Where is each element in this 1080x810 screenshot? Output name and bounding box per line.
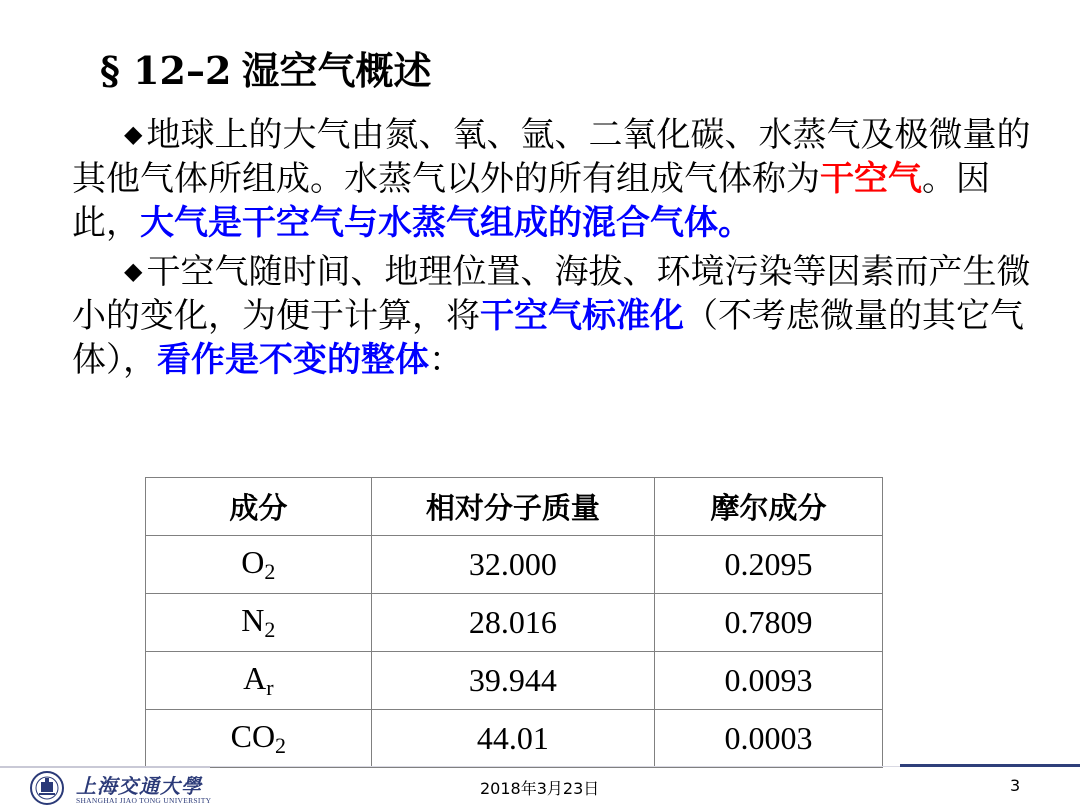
term-dry-air: 干空气: [820, 159, 922, 199]
table-row: [146, 710, 883, 768]
formula-base: N: [241, 602, 265, 638]
formula-subscript: 2: [275, 733, 287, 758]
mass-cell: 39.944: [371, 652, 654, 710]
header-molecular-mass: 相对分子质量: [371, 478, 654, 536]
component-cell: [146, 536, 372, 594]
composition-table: [145, 477, 883, 768]
molar-cell: 0.2095: [655, 536, 883, 594]
table-row: [146, 594, 883, 652]
header-component: 成分: [146, 478, 372, 536]
footer-accent-bar: [900, 764, 1080, 767]
university-logo: [28, 770, 228, 806]
mass-cell: 32.000: [371, 536, 654, 594]
component-cell: [146, 594, 372, 652]
university-name: 上海交通大學: [76, 774, 202, 798]
slide-title: [100, 40, 431, 95]
emphasis-standardize: 干空气标准化: [480, 296, 684, 336]
page-number: 3: [1010, 776, 1021, 795]
university-seal-icon: [28, 770, 66, 806]
table-header-row: [146, 478, 883, 536]
mass-cell: 44.01: [371, 710, 654, 768]
formula-subscript: 2: [264, 617, 276, 642]
paragraph-1-text: 地球上的大气由氮、氧、氩、二氧化碳、水蒸气及极微量的其他气体所组成。水蒸气以外的所有组成气体称为: [72, 115, 1031, 199]
section-number: § 12–2: [100, 48, 232, 93]
formula-subscript: r: [266, 675, 274, 700]
component-cell: [146, 652, 372, 710]
diamond-bullet-icon: ◆: [124, 257, 143, 285]
footer-date: 2018年3月23日: [480, 779, 600, 798]
header-molar-fraction: 摩尔成分: [655, 478, 883, 536]
paragraph-2-text: 干空气随时间、地理位置、海拔、环境污染等因素而产生微小的变化，为便于计算，将: [72, 252, 1031, 336]
table-row: [146, 536, 883, 594]
diamond-bullet-icon: ◆: [124, 120, 143, 148]
paragraph-2-colon: ：: [429, 340, 463, 380]
emphasis-atmosphere: 大气是干空气与水蒸气组成的混合气体。: [140, 203, 752, 243]
component-cell: [146, 710, 372, 768]
title-text: 湿空气概述: [241, 49, 432, 93]
paragraph-2: [72, 249, 1052, 382]
slide-body: [72, 112, 1052, 382]
formula-base: A: [243, 660, 267, 696]
mass-cell: 28.016: [371, 594, 654, 652]
paragraph-2-connector: （不考虑微量的其它气体），: [72, 296, 1024, 380]
paragraph-1-connector: 。因此，: [72, 159, 990, 243]
formula-base: CO: [230, 718, 276, 754]
molar-cell: 0.0093: [655, 652, 883, 710]
table-row: [146, 652, 883, 710]
paragraph-1: [72, 112, 1052, 245]
molar-cell: 0.0003: [655, 710, 883, 768]
formula-base: O: [241, 544, 265, 580]
footer-divider: [210, 766, 900, 767]
formula-subscript: 2: [264, 559, 276, 584]
footer-divider-left: [0, 766, 210, 768]
molar-cell: 0.7809: [655, 594, 883, 652]
university-name-english: SHANGHAI JIAO TONG UNIVERSITY: [76, 796, 212, 805]
emphasis-constant-whole: 看作是不变的整体: [157, 340, 429, 380]
